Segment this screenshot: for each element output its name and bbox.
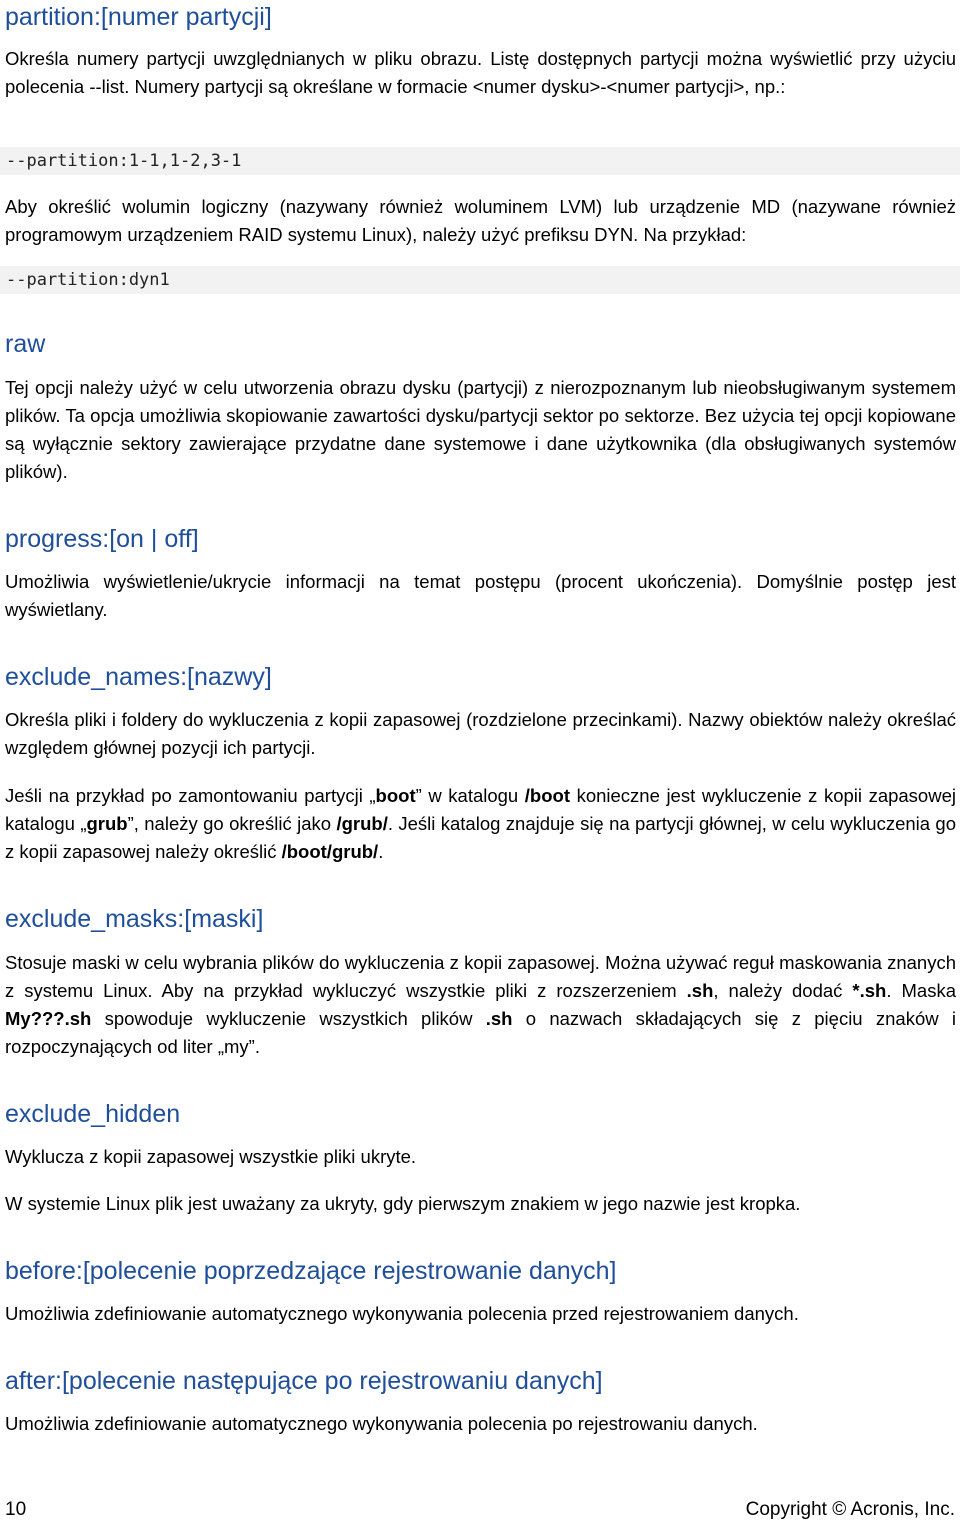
paragraph-before-description: Umożliwia zdefiniowanie automatycznego wykonywania polecenia przed rejestrowaniem danych. bbox=[5, 1303, 799, 1324]
paragraph-exclude-names-description: Określa pliki i foldery do wykluczenia z kopii zapasowej (rozdzielone przecinkami). Nazwy obiektów należy określać względem głównej pozycji ich partycji. bbox=[5, 709, 956, 758]
paragraph-progress-description: Umożliwia wyświetlenie/ukrycie informacji na temat postępu (procent ukończenia). Domyślnie postęp jest wyświetlany. bbox=[5, 571, 956, 620]
heading-progress: progress:[on | off] bbox=[5, 525, 199, 553]
paragraph-raw-description: Tej opcji należy użyć w celu utworzenia obrazu dysku (partycji) z nierozpoznanym lub nieobsługiwanym systemem plików. Ta opcja umożliwia skopiowanie zawartości dysku/partycji sektor po sektorze. Bez użycia tej opcji kopiowane są wyłącznie sektory zawierające przydatne dane systemowe i dane użytkownika (dla obsługiwanych systemów plików). bbox=[5, 377, 956, 482]
copyright-notice: Copyright © Acronis, Inc. bbox=[745, 1499, 955, 1520]
heading-exclude-names: exclude_names:[nazwy] bbox=[5, 663, 272, 691]
paragraph-exclude-names-example: Jeśli na przykład po zamontowaniu partycji „boot” w katalogu /boot konieczne jest wykluczenie z kopii zapasowej katalogu „grub”, należy go określić jako /grub/. Jeśli katalog znajduje się na partycji głównej, w celu wykluczenia go z kopii zapasowej należy określić /boot/grub/. bbox=[5, 785, 956, 862]
heading-before: before:[polecenie poprzedzające rejestrowanie danych] bbox=[5, 1257, 617, 1285]
code-partition-dyn-example: --partition:dyn1 bbox=[0, 266, 960, 294]
paragraph-after-description: Umożliwia zdefiniowanie automatycznego wykonywania polecenia po rejestrowaniu danych. bbox=[5, 1413, 758, 1434]
page-number: 10 bbox=[5, 1499, 27, 1520]
paragraph-exclude-hidden-linux: W systemie Linux plik jest uważany za ukryty, gdy pierwszym znakiem w jego nazwie jest kropka. bbox=[5, 1193, 801, 1214]
paragraph-exclude-masks-description: Stosuje maski w celu wybrania plików do wykluczenia z kopii zapasowej. Można używać reguł maskowania znanych z systemu Linux. Aby na przykład wykluczyć wszystkie pliki z rozszerzeniem .sh, należy dodać *.sh. Maska My???.sh spowoduje wykluczenie wszystkich plików .sh o nazwach składających się z pięciu znaków i rozpoczynających od liter „my”. bbox=[5, 952, 956, 1057]
heading-after: after:[polecenie następujące po rejestrowaniu danych] bbox=[5, 1367, 603, 1395]
heading-partition: partition:[numer partycji] bbox=[5, 3, 272, 31]
heading-raw: raw bbox=[5, 330, 46, 358]
code-partition-example: --partition:1-1,1-2,3-1 bbox=[0, 147, 960, 175]
paragraph-partition-description: Określa numery partycji uwzględnianych w pliku obrazu. Listę dostępnych partycji można wyświetlić przy użyciu polecenia --list. Numery partycji są określane w formacie <numer dysku>-<numer partycji>, np.: bbox=[5, 48, 956, 97]
heading-exclude-hidden: exclude_hidden bbox=[5, 1100, 181, 1128]
paragraph-exclude-hidden-description: Wyklucza z kopii zapasowej wszystkie pliki ukryte. bbox=[5, 1146, 417, 1167]
paragraph-partition-dyn: Aby określić wolumin logiczny (nazywany również woluminem LVM) lub urządzenie MD (nazywane również programowym urządzeniem RAID systemu Linux), należy użyć prefiksu DYN. Na przykład: bbox=[5, 196, 956, 245]
heading-exclude-masks: exclude_masks:[maski] bbox=[5, 905, 264, 933]
